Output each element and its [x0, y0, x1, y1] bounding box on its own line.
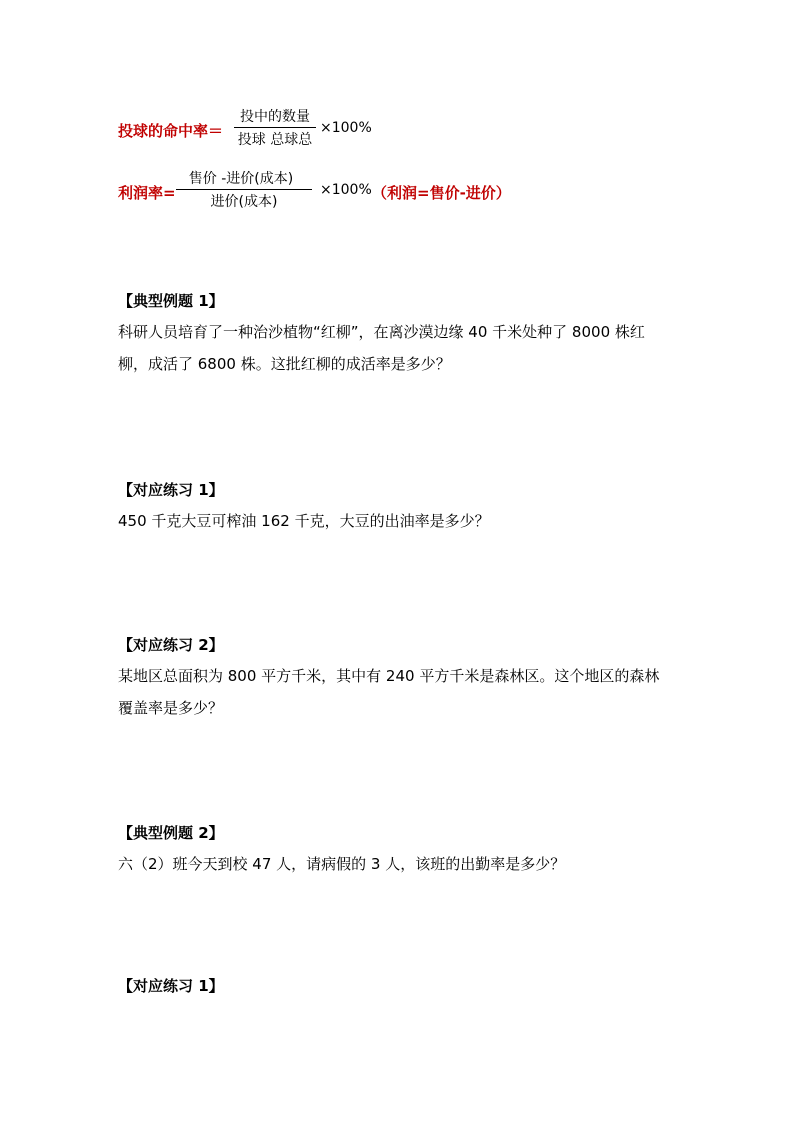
profit-rate-multiplier: ×100%: [320, 182, 372, 198]
text-line: 某地区总面积为 800 平方千米，其中有 240 平方千米是森林区。这个地区的森林: [118, 667, 660, 685]
section-heading: 【对应练习 1】: [118, 977, 224, 995]
hit-rate-denominator: 投球 总球总: [237, 132, 313, 148]
section-text: [118, 660, 678, 724]
text-line: 科研人员培育了一种治沙植物“红柳”，在离沙漠边缘 40 千米处种了 8000 株红: [118, 323, 645, 341]
text-line: 柳，成活了 6800 株。这批红柳的成活率是多少？: [118, 355, 451, 373]
profit-rate-fraction-bar: [176, 189, 312, 190]
section-heading: 【对应练习 1】: [118, 481, 224, 499]
text-line: 覆盖率是多少？: [118, 699, 224, 717]
profit-rate-denominator: 进价(成本): [210, 194, 278, 210]
text-line: 六（2）班今天到校 47 人，请病假的 3 人，该班的出勤率是多少？: [118, 855, 566, 873]
profit-rate-label: 利润率=: [118, 184, 176, 202]
text-line: 450 千克大豆可榨油 162 千克，大豆的出油率是多少？: [118, 512, 490, 530]
hit-rate-multiplier: ×100%: [320, 120, 372, 136]
section-text: [118, 848, 678, 880]
profit-rate-formula: [118, 168, 538, 216]
section-heading: 【典型例题 2】: [118, 824, 224, 842]
profit-rate-numerator: 售价 -进价(成本): [188, 171, 294, 187]
section-heading: 【对应练习 2】: [118, 636, 224, 654]
section-text: [118, 316, 678, 380]
hit-rate-fraction-bar: [234, 127, 316, 128]
profit-rate-note: （利润=售价-进价）: [372, 184, 511, 202]
hit-rate-formula: [118, 106, 418, 154]
hit-rate-numerator: 投中的数量: [240, 109, 310, 125]
section-text: [118, 505, 678, 537]
section-heading: 【典型例题 1】: [118, 292, 224, 310]
hit-rate-label: 投球的命中率＝: [118, 122, 224, 140]
